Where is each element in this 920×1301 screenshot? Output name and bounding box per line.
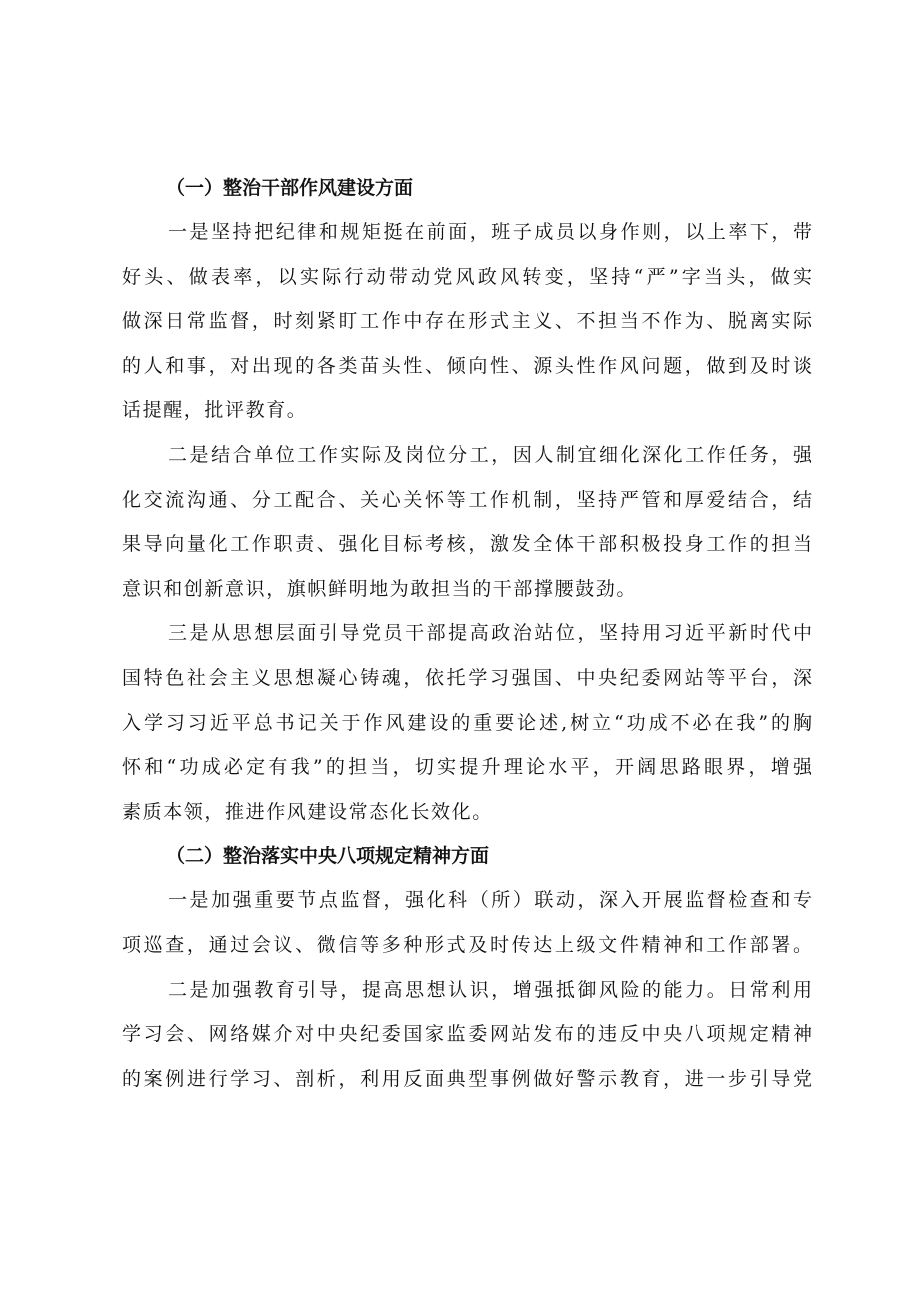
paragraph-2-2 (122, 968, 812, 1102)
text-line: 二是结合单位工作实际及岗位分工，因人制宜细化深化工作任务，强 (168, 443, 812, 466)
text-line: 做深日常监督，时刻紧盯工作中存在形式主义、不担当不作为、脱离实际 (122, 310, 812, 333)
text-line: 话提醒，批评教育。 (122, 399, 308, 422)
paragraph-2-1 (122, 878, 812, 967)
text-line: 二是加强教育引导，提高思想认识，增强抵御风险的能力。日常利用 (168, 978, 812, 1001)
text-line: 项巡查，通过会议、微信等多种形式及时传达上级文件精神和工作部署。 (122, 933, 812, 956)
paragraph-1-2 (122, 433, 812, 611)
text-line: 意识和创新意识，旗帜鲜明地为敢担当的干部撑腰鼓劲。 (122, 577, 638, 600)
text-line: 学习会、网络媒介对中央纪委国家监委网站发布的违反中央八项规定精神 (122, 1023, 812, 1046)
paragraph-1-3 (122, 611, 812, 834)
text-line: 好头、做表率，以实际行动带动党风政风转变，坚持“严”字当头，做实 (122, 265, 812, 288)
paragraph-1-1 (122, 210, 812, 433)
text-line: 果导向量化工作职责、强化目标考核，激发全体干部积极投身工作的担当 (122, 533, 812, 556)
text-line: 入学习习近平总书记关于作风建设的重要论述,树立“功成不必在我”的胸 (122, 711, 812, 734)
text-line: 化交流沟通、分工配合、关心关怀等工作机制，坚持严管和厚爱结合，结 (122, 488, 812, 511)
text-line: 的人和事，对出现的各类苗头性、倾向性、源头性作风问题，做到及时谈 (122, 354, 812, 377)
text-line: 一是加强重要节点监督，强化科（所）联动，深入开展监督检查和专 (168, 889, 812, 912)
text-line: 怀和“功成必定有我”的担当，切实提升理论水平，开阔思路眼界，增强 (122, 756, 812, 779)
section-heading-2: （二）整治落实中央八项规定精神方面 (166, 845, 490, 868)
text-line: 三是从思想层面引导党员干部提高政治站位，坚持用习近平新时代中 (168, 622, 812, 645)
text-line: 的案例进行学习、剖析，利用反面典型事例做好警示教育，进一步引导党 (122, 1067, 812, 1090)
text-line: 素质本领，推进作风建设常态化长效化。 (122, 800, 493, 823)
section-heading-1: （一）整治干部作风建设方面 (166, 177, 414, 199)
text-line: 国特色社会主义思想凝心铸魂，依托学习强国、中央纪委网站等平台，深 (122, 666, 812, 689)
text-line: 一是坚持把纪律和规矩挺在前面，班子成员以身作则，以上率下，带 (168, 221, 812, 243)
document-page (122, 166, 812, 1101)
